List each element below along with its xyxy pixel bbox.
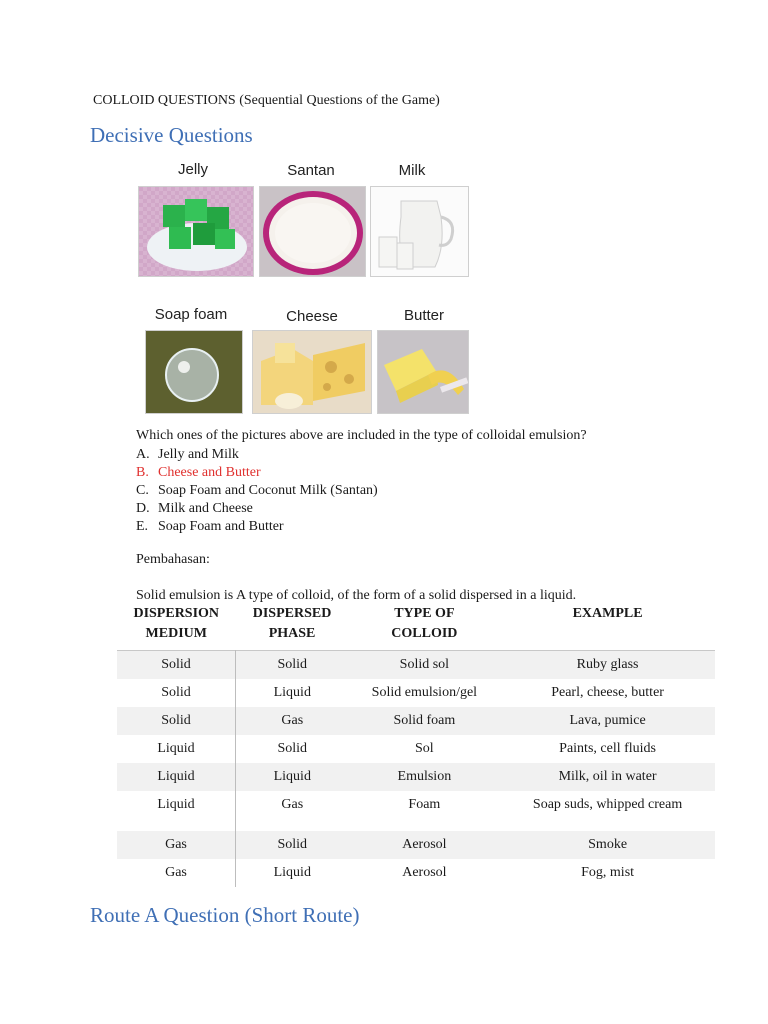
table-cell: Gas [117, 859, 236, 887]
header-line: DISPERSION [133, 606, 220, 621]
table-row [117, 651, 715, 680]
table-cell: Liquid [273, 865, 311, 880]
table-cell: Soap suds, whipped cream [532, 797, 683, 812]
option-c[interactable] [136, 482, 378, 500]
table-cell: Solid [236, 831, 349, 859]
table-cell: Solid foam [349, 707, 501, 735]
table-cell: Lava, pumice [500, 707, 715, 735]
table-cell: Solid sol [349, 651, 501, 680]
header-line: PHASE [268, 626, 316, 641]
header-example [500, 604, 715, 651]
option-text: Jelly and Milk [158, 447, 239, 462]
table-cell: Gas [236, 707, 349, 735]
table-row [117, 831, 715, 859]
pembahasan-label: Pembahasan: [136, 552, 210, 567]
header-line: EXAMPLE [572, 606, 643, 621]
table-row [117, 707, 715, 735]
question-text: Which ones of the pictures above are included in the type of colloidal emulsion? [136, 428, 587, 443]
cheese-image [252, 330, 372, 414]
table-cell: Liquid [236, 763, 349, 791]
table-cell: Gas [281, 797, 304, 812]
table-cell: Fog, mist [581, 865, 635, 880]
section-heading-decisive: Decisive Questions [90, 123, 253, 147]
picture-label-cheese: Cheese [286, 308, 338, 325]
option-b[interactable] [136, 464, 378, 482]
table-cell: Solid [117, 679, 236, 707]
table-cell: Sol [415, 741, 434, 756]
santan-image [259, 186, 366, 277]
header-line: COLLOID [391, 626, 458, 641]
jelly-image [138, 186, 254, 277]
option-key: D. [136, 501, 150, 516]
header-line: MEDIUM [145, 626, 207, 641]
colloid-table [117, 604, 715, 887]
picture-label-santan: Santan [287, 162, 335, 179]
option-key: A. [136, 447, 150, 462]
header-line: TYPE OF [394, 606, 455, 621]
picture-label-butter: Butter [403, 307, 445, 324]
table-cell: Solid [117, 707, 236, 735]
table-cell: Aerosol [349, 831, 501, 859]
option-key: B. [136, 465, 149, 480]
table-row [117, 679, 715, 707]
option-e[interactable] [136, 518, 378, 536]
table-cell: Milk, oil in water [500, 763, 715, 791]
option-key: E. [136, 519, 149, 534]
option-text: Milk and Cheese [158, 501, 253, 516]
option-key: C. [136, 483, 149, 498]
table-cell: Pearl, cheese, butter [551, 685, 664, 700]
milk-image [370, 186, 469, 277]
picture-label-milk: Milk [398, 162, 426, 179]
butter-image [377, 330, 469, 414]
table-cell: Paints, cell fluids [559, 741, 656, 756]
option-d[interactable] [136, 500, 378, 518]
table-cell: Emulsion [349, 763, 501, 791]
header-line: DISPERSED [252, 606, 332, 621]
table-cell: Ruby glass [500, 651, 715, 680]
option-a[interactable] [136, 446, 378, 464]
table-cell: Solid [236, 651, 349, 680]
table-cell: Liquid [117, 791, 236, 831]
table-cell: Liquid [117, 763, 236, 791]
option-text: Cheese and Butter [158, 465, 261, 480]
header-dispersion-medium [117, 604, 236, 651]
document-title: COLLOID QUESTIONS (Sequential Questions of the Game) [93, 93, 440, 108]
table-cell: Smoke [500, 831, 715, 859]
table-cell: Gas [117, 831, 236, 859]
table-cell: Liquid [117, 735, 236, 763]
table-row [117, 859, 715, 887]
table-row [117, 791, 715, 831]
table-row [117, 735, 715, 763]
soap-foam-image [145, 330, 243, 414]
option-text: Soap Foam and Coconut Milk (Santan) [158, 483, 378, 498]
table-cell: Liquid [273, 685, 311, 700]
picture-label-soap-foam: Soap foam [154, 306, 228, 323]
picture-label-jelly: Jelly [177, 161, 208, 178]
section-heading-route-a: Route A Question (Short Route) [90, 903, 360, 927]
table-header-row [117, 604, 715, 651]
table-cell: Foam [408, 797, 441, 812]
header-dispersed-phase [236, 604, 349, 651]
table-cell: Solid [117, 651, 236, 680]
answer-options [136, 446, 378, 536]
option-text: Soap Foam and Butter [158, 519, 284, 534]
table-cell: Solid emulsion/gel [371, 685, 478, 700]
header-type-of-colloid [349, 604, 501, 651]
table-cell: Aerosol [402, 865, 447, 880]
table-row [117, 763, 715, 791]
table-cell: Solid [277, 741, 308, 756]
explanation-text: Solid emulsion is A type of colloid, of the form of a solid dispersed in a liquid. [136, 588, 577, 603]
